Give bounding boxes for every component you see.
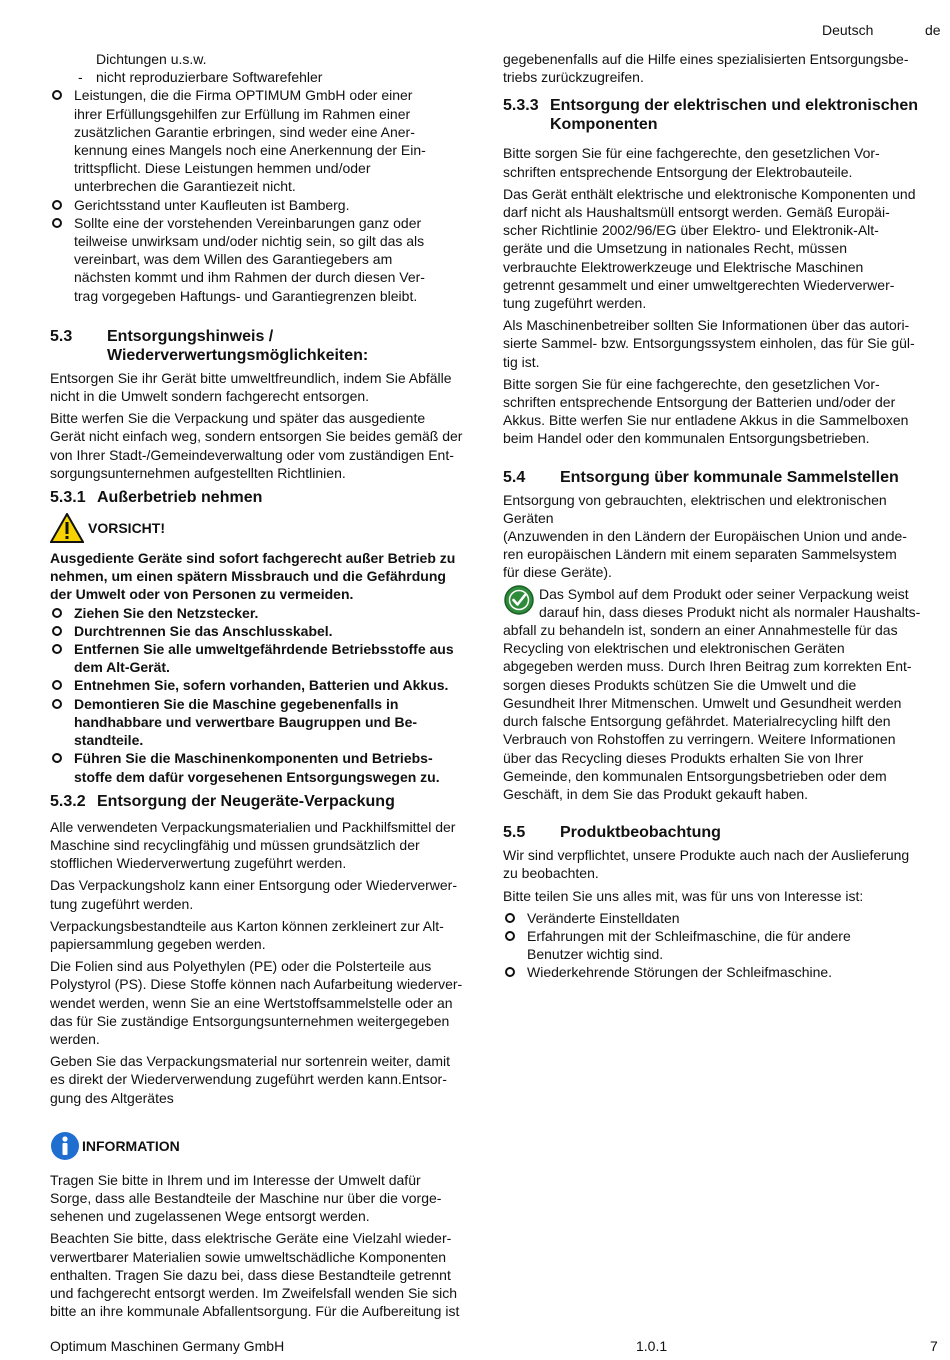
text-line: sehenen und zugelassenen Wege entsorgt werden. (50, 1208, 370, 1225)
paragraph (503, 316, 943, 371)
header-language: Deutsch (822, 22, 874, 38)
text-line: Entfernen Sie alle umweltgefährdende Betriebsstoffe aus (74, 641, 454, 658)
information-title: INFORMATION (82, 1137, 180, 1154)
text-line: Durchtrennen Sie das Anschlusskabel. (74, 622, 333, 639)
section-title: Entsorgung über kommunale Sammelstellen (560, 468, 899, 486)
information-icon (50, 1131, 80, 1161)
text-line: bitte an ihre kommunale Abfallentsorgung. Für die Aufbereitung ist (50, 1303, 460, 1320)
text-line: darf nicht als Haushaltsmüll entsorgt werden. Gemäß Europäi- (503, 204, 890, 221)
section-title: Entsorgung der Neugeräte-Verpackung (97, 792, 395, 810)
text-line: enthalten. Tragen Sie dazu bei, dass diese Bestandteile getrennt (50, 1266, 451, 1283)
information-body (50, 1171, 490, 1321)
text-line: Die Folien sind aus Polyethylen (PE) oder die Polsterteile aus (50, 958, 432, 975)
bullet-item (50, 604, 490, 622)
feedback-bullet-list (503, 909, 943, 982)
text-line: über das Recycling dieses Produkts erhalten Sie von Ihrer (503, 749, 864, 766)
section-5-4-heading (503, 468, 943, 487)
text-line: unterbrechen die Garantiezeit nicht. (74, 178, 296, 195)
section-5-3-2-body (50, 818, 490, 1107)
text-line: durch falsche Entsorgung gefährdet. Materialrecycling hilft den (503, 713, 891, 730)
header-language-code: de (925, 22, 941, 38)
text-line: handhabbare und verwertbare Baugruppen und Be- (74, 713, 418, 730)
text-line: triebs zurückzugreifen. (503, 69, 644, 86)
text-line: Tragen Sie bitte in Ihrem und im Interesse der Umwelt dafür (50, 1171, 421, 1188)
text-line: Ausgediente Geräte sind sofort fachgerecht außer Betrieb zu (50, 550, 456, 567)
text-line: Recycling von elektrischen und elektronischen Geräten (503, 640, 845, 657)
recycling-check-icon (503, 585, 535, 615)
bullet-item (50, 214, 490, 305)
text-line: kennung eines Mangels noch eine Anerkennung der Ein- (74, 142, 426, 159)
right-column (503, 50, 943, 982)
section-title-line: Wiederverwertungsmöglichkeiten: (107, 346, 369, 364)
text-line: es direkt der Wiederverwendung zugeführt werden kann.Entsor- (50, 1071, 447, 1088)
text-line: Ziehen Sie den Netzstecker. (74, 604, 259, 621)
text-line: Sorge, dass alle Bestandteile der Maschine nur über die vorge- (50, 1189, 442, 1206)
footer-company: Optimum Maschinen Germany GmbH (50, 1338, 285, 1354)
bullet-item (50, 640, 490, 676)
text-line: nehmen, um einen spätern Missbrauch und die Gefährdung (50, 568, 446, 585)
text-line: Geben Sie das Verpackungsmaterial nur sortenrein weiter, damit (50, 1053, 450, 1070)
text-line: wendet werden, wenn Sie an eine Wertstoffsammelstelle oder an (50, 994, 453, 1011)
text-line: von Ihrer Stadt-/Gemeindeverwaltung oder vom zuständigen Ent- (50, 446, 454, 463)
section-5-3-3-body (503, 144, 943, 447)
section-number: 5.3.3 (503, 97, 539, 115)
text-line: Wir sind verpflichtet, unsere Produkte auch nach der Auslieferung (503, 847, 910, 864)
paragraph (50, 1229, 490, 1320)
text-line: Als Maschinenbetreiber sollten Sie Informationen über das autori- (503, 317, 910, 334)
text-line: Gerichtsstand unter Kaufleuten ist Bamberg. (74, 196, 350, 213)
section-number: 5.3.2 (50, 792, 86, 810)
text-line: Verbrauch von Rohstoffen zu verringern. Weitere Informationen (503, 731, 896, 748)
section-number: 5.3 (50, 327, 73, 345)
paragraph (503, 375, 943, 448)
text-line: Entnehmen Sie, sofern vorhanden, Batterien und Akkus. (74, 677, 449, 694)
paragraph (50, 369, 490, 405)
text-line: standteile. (74, 732, 144, 749)
text-line: Bitte teilen Sie uns alles mit, was für uns von Interesse ist: (503, 887, 864, 904)
footer-page-number: 7 (930, 1338, 938, 1354)
warning-triangle-icon (50, 513, 84, 543)
section-number: 5.3.1 (50, 489, 86, 507)
paragraph (50, 818, 490, 873)
paragraph (50, 1052, 490, 1107)
text-line: papiersammlung gegeben werden. (50, 935, 266, 952)
text-line: Führen Sie die Maschinenkomponenten und Betriebs- (74, 750, 433, 767)
text-line: schriften entsprechende Entsorgung der Batterien und/oder der (503, 394, 896, 411)
text-line: dem Alt-Gerät. (74, 659, 170, 676)
text-line: Entsorgen Sie ihr Gerät bitte umweltfreundlich, indem Sie Abfälle (50, 369, 452, 386)
text-line: sorgungsunternehmen aufgestellten Richtlinien. (50, 464, 346, 481)
text-line: abfall zu behandeln ist, sondern an einer Annahmestelle für das (503, 622, 898, 639)
text-line: ren europäischen Ländern mit einem separaten Sammelsystem (503, 546, 897, 563)
text-line: nächsten kommt und ihm Rahmen der durch diesen Ver- (74, 269, 425, 286)
bullet-item (503, 909, 943, 927)
warning-callout (50, 513, 490, 543)
text-line: Verpackungsbestandteile aus Karton können zerkleinert zur Alt- (50, 917, 444, 934)
text-line: Erfahrungen mit der Schleifmaschine, die für andere (527, 927, 851, 944)
section-title-line: Komponenten (550, 116, 658, 134)
text-line: ihrer Erfüllungsgehilfen zur Erfüllung im Rahmen einer (74, 105, 411, 122)
text-line: verbrauchte Elektrowerkzeuge und Elektrische Maschinen (503, 258, 864, 275)
text-line: scher Richtlinie 2002/96/EG über Elektro- und Elektronik-Alt- (503, 222, 879, 239)
text-line: Gemeinde, den kommunalen Entsorgungsbetrieben oder dem (503, 767, 887, 784)
text-line: trittspflicht. Diese Leistungen hemmen und/oder (74, 160, 371, 177)
paragraph (503, 846, 943, 882)
text-line: Das Symbol auf dem Produkt oder seiner Verpackung weist (539, 585, 909, 602)
information-callout (50, 1131, 490, 1161)
text-line: stofflichen Wiederverwertung zugeführt werden. (50, 855, 347, 872)
text-line: Bitte sorgen Sie für eine fachgerechte, den gesetzlichen Vor- (503, 375, 880, 392)
warning-bullet-list (50, 604, 490, 786)
bullet-item (50, 749, 490, 785)
text-line: Das Gerät enthält elektrische und elektronische Komponenten und (503, 185, 916, 202)
text-line: der Umwelt oder von Personen zu vermeiden. (50, 586, 354, 603)
section-5-3-3-heading (503, 96, 943, 134)
section-number: 5.4 (503, 468, 526, 486)
text-line: Akkus. Bitte werfen Sie nur entladene Akkus in die Sammelboxen (503, 412, 909, 429)
guarantee-bullet-list (50, 86, 490, 304)
section-5-5-heading (503, 823, 943, 842)
text-line: stoffe dem dafür vorgesehenen Entsorgungswegen zu. (74, 768, 440, 785)
text-line: Geschäft, in dem Sie das Produkt gekauft haben. (503, 785, 809, 802)
dash-continuation: Dichtungen u.s.w. (96, 51, 207, 67)
left-column (50, 50, 490, 1324)
section-title-line: Entsorgungshinweis / (107, 327, 274, 345)
bullet-item (50, 86, 490, 195)
text-line: Polystyrol (PS). Diese Stoffe können nach Aufarbeitung wiederver- (50, 976, 463, 993)
section-number: 5.5 (503, 824, 526, 842)
text-line: Bitte sorgen Sie für eine fachgerechte, den gesetzlichen Vor- (503, 145, 880, 162)
section-title: Außerbetrieb nehmen (97, 489, 263, 507)
section-5-3-heading (50, 327, 490, 365)
text-line: Beachten Sie bitte, dass elektrische Geräte eine Vielzahl wieder- (50, 1230, 452, 1247)
text-line: Bitte werfen Sie die Verpackung und später das ausgediente (50, 410, 426, 427)
text-line: das für Sie zuständige Entsorgungsunternehmen weitergegeben (50, 1012, 450, 1029)
section-5-5-body (503, 846, 943, 905)
section-5-3-2-heading (50, 792, 490, 811)
text-line: Wiederkehrende Störungen der Schleifmaschine. (527, 964, 833, 981)
text-line: vereinbart, was dem Willen des Garantiegebers am (74, 251, 393, 268)
section-title: Produktbeobachtung (560, 824, 721, 842)
text-line: Demontieren Sie die Maschine gegebenenfalls in (74, 695, 399, 712)
bullet-item (50, 695, 490, 750)
text-line: geräte und die Umsetzung in nationales Recht, müssen (503, 240, 847, 257)
paragraph (503, 144, 943, 180)
paragraph (50, 409, 490, 482)
recycling-notice (503, 585, 943, 803)
paragraph (50, 917, 490, 953)
text-line: Leistungen, die die Firma OPTIMUM GmbH oder einer (74, 87, 413, 104)
text-line: trag vorgegeben Haftungs- und Garantiegrenzen bleibt. (74, 287, 418, 304)
paragraph (503, 185, 943, 312)
warning-title: VORSICHT! (88, 519, 165, 536)
text-line: nicht in die Umwelt sondern fachgerecht entsorgen. (50, 388, 370, 405)
text-line: und fachgerecht entsorgt werden. Im Zweifelsfall wenden Sie sich (50, 1284, 457, 1301)
bullet-item (50, 676, 490, 694)
paragraph (50, 957, 490, 1048)
text-line: tig ist. (503, 353, 540, 370)
text-line: verwertbarer Materialien sowie umweltschädliche Komponenten (50, 1248, 447, 1265)
text-line: tung zugeführt werden. (50, 895, 194, 912)
section-5-3-1-heading (50, 488, 490, 507)
text-line: teilweise unwirksam und/oder nichtig sein, so gilt das als (74, 233, 425, 250)
text-line: Sollte eine der vorstehenden Vereinbarungen ganz oder (74, 214, 422, 231)
section-5-4-intro (503, 491, 943, 582)
text-line: sorgen dieses Produkts schützen Sie die Umwelt und die (503, 676, 857, 693)
paragraph (503, 887, 943, 905)
dash-item-text: nicht reproduzierbare Softwarefehler (96, 69, 323, 86)
dash-item: - nicht reproduzierbare Softwarefehler (78, 69, 323, 86)
text-line: Geräten (503, 509, 554, 526)
text-line: Veränderte Einstelldaten (527, 909, 680, 926)
bullet-item (50, 622, 490, 640)
bullet-item (503, 927, 943, 963)
continued-paragraph (503, 50, 943, 86)
footer-version: 1.0.1 (636, 1338, 668, 1354)
paragraph (50, 876, 490, 912)
section-title-line: Entsorgung der elektrischen und elektronischen (550, 97, 919, 115)
bullet-item (50, 196, 490, 214)
text-line: gung des Altgerätes (50, 1089, 174, 1106)
text-line: (Anzuwenden in den Ländern der Europäischen Union und ande- (503, 528, 907, 545)
text-line: Alle verwendeten Verpackungsmaterialien und Packhilfsmittel der (50, 818, 456, 835)
section-5-3-body (50, 369, 490, 482)
bullet-item (503, 963, 943, 981)
recycling-notice-text (503, 586, 920, 802)
text-line: beim Handel oder den kommunalen Entsorgungsbetrieben. (503, 430, 870, 447)
text-line: getrennt gesammelt und einer umweltgerechten Wiederverwer- (503, 276, 895, 293)
text-line: sierte Sammel- bzw. Entsorgungssystem einholen, das für Sie gül- (503, 335, 915, 352)
text-line: tung zugeführt werden. (503, 295, 647, 312)
text-line: darauf hin, dass dieses Produkt nicht als normaler Haushalts- (539, 603, 921, 620)
text-line: zusätzlichen Garantie erbringen, sind weder eine Aner- (74, 123, 415, 140)
text-line: abgegeben werden muss. Durch Ihren Beitrag zum korrekten Ent- (503, 658, 912, 675)
text-line: schriften entsprechende Entsorgung der Elektrobauteile. (503, 163, 853, 180)
text-line: Gesundheit Ihrer Mitmenschen. Umwelt und Gesundheit werden (503, 694, 902, 711)
text-line: werden. (50, 1030, 100, 1047)
text-line: Gerät nicht einfach weg, sondern entsorgen Sie beides gemäß der (50, 428, 463, 445)
text-line: Maschine sind recyclingfähig und müssen grundsätzlich der (50, 836, 420, 853)
text-line: für diese Geräte). (503, 564, 612, 581)
text-line: zu beobachten. (503, 865, 599, 882)
warning-text (50, 549, 490, 604)
text-line: Entsorgung von gebrauchten, elektrischen und elektronischen (503, 491, 887, 508)
text-line: Das Verpackungsholz kann einer Entsorgung oder Wiederverwer- (50, 877, 457, 894)
text-line: Benutzer wichtig sind. (527, 946, 664, 963)
paragraph (50, 1171, 490, 1226)
text-line: gegebenenfalls auf die Hilfe eines spezialisierten Entsorgungsbe- (503, 51, 909, 67)
